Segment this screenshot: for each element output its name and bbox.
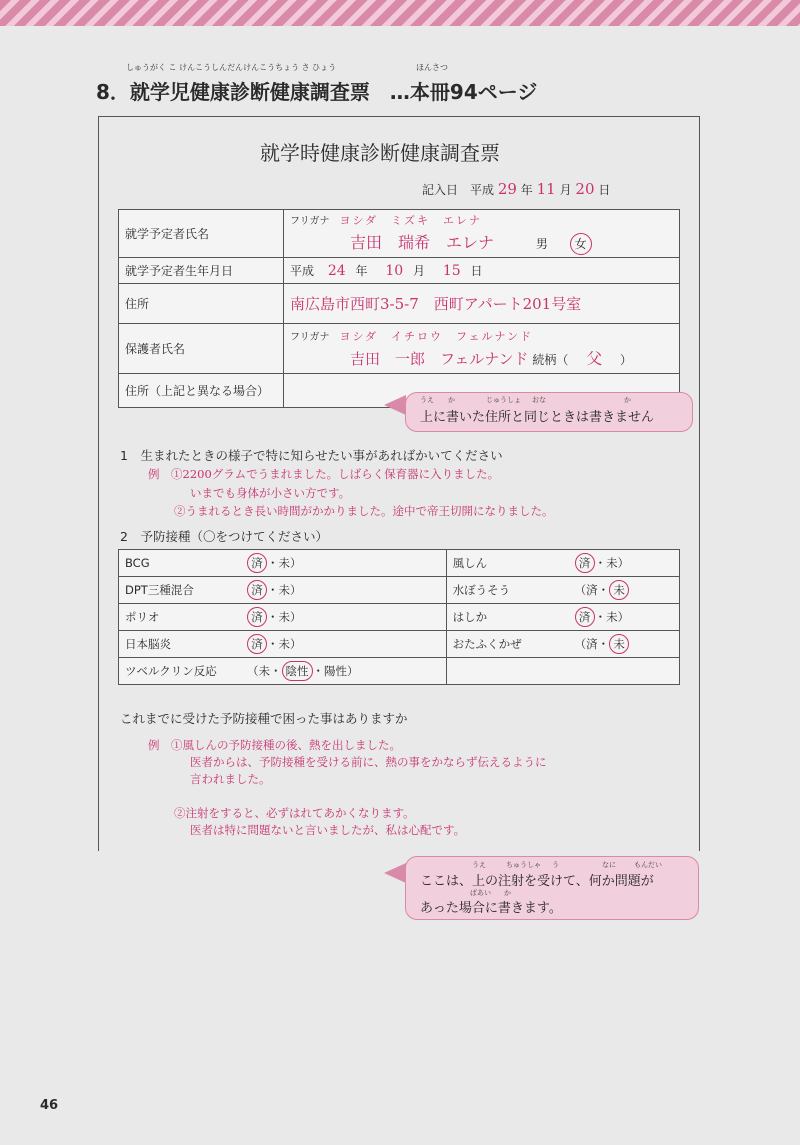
q3-example-3: 言われました。 xyxy=(190,772,271,786)
table-row xyxy=(119,577,680,604)
ruby-text: うえ xyxy=(472,861,486,869)
empty-cell xyxy=(446,658,679,685)
vaccine-name: おたふくかぜ xyxy=(446,631,569,658)
heading-text xyxy=(96,76,537,105)
q3-example-1: 例 ①風しんの予防接種の後、熱を出しました。 xyxy=(148,738,401,752)
relation-value: 父 xyxy=(586,349,603,368)
date-label: 記入日 xyxy=(422,183,459,197)
name-kana: ヨシダ ミズキ エレナ xyxy=(339,214,483,227)
furigana-label: フリガナ xyxy=(290,216,330,227)
table-row xyxy=(119,284,680,324)
sex-male: 男 xyxy=(535,237,548,251)
tb-negative-circled: 陰性 xyxy=(282,661,313,681)
ruby-text: うえ xyxy=(420,396,434,404)
name-cell xyxy=(284,210,680,258)
vaccine-name: はしか xyxy=(446,604,569,631)
address-label: 住所 xyxy=(119,284,284,324)
dob-era: 平成 xyxy=(290,264,315,278)
student-name: 吉田 瑞希 エレナ xyxy=(350,233,495,252)
heading-ruby: しゅうがく こ けんこうしんだんけんこうちょう さ ひょう xyxy=(126,63,337,72)
vaccine-name: 風しん xyxy=(446,550,569,577)
vaccine-status: （済・ 未 xyxy=(569,631,680,658)
ruby-text: か xyxy=(624,396,631,404)
tb-open: （未 xyxy=(247,664,270,678)
dot: ・ xyxy=(267,583,279,597)
sex-female-circled: 女 xyxy=(570,233,592,255)
not-option: 未 xyxy=(606,610,618,624)
not-option: 未 xyxy=(278,556,290,570)
not-circled: 未 xyxy=(609,580,629,600)
ruby-text: う xyxy=(552,861,559,869)
furigana-label-2: フリガナ xyxy=(290,332,330,343)
not-option: 未 xyxy=(606,556,618,570)
vaccine-status: 済 ・未） xyxy=(569,604,680,631)
vaccine-name: 水ぼうそう xyxy=(446,577,569,604)
relation-label: 続柄（ xyxy=(532,353,569,367)
dot: ・ xyxy=(267,610,279,624)
table-row xyxy=(119,658,680,685)
dot: ・ xyxy=(597,583,610,597)
section-heading xyxy=(96,62,716,110)
done-option: 済 xyxy=(586,637,598,651)
table-row xyxy=(119,258,680,284)
tb-name: ツベルクリン反応 xyxy=(119,658,242,685)
dob-month: 10 xyxy=(385,263,404,279)
done-circled: 済 xyxy=(247,634,267,654)
bubble-tail xyxy=(384,395,406,415)
table-row xyxy=(119,550,680,577)
name-label: 就学予定者氏名 xyxy=(119,210,284,258)
ruby-text: ちゅうしゃ xyxy=(506,861,541,869)
guardian-line xyxy=(290,346,673,369)
dob-label: 就学予定者生年月日 xyxy=(119,258,284,284)
note-bubble-same-address xyxy=(405,392,693,432)
tb-positive: 陽性） xyxy=(324,664,359,678)
date-era: 平成 xyxy=(470,183,495,197)
table-row xyxy=(119,324,680,374)
done-circled: 済 xyxy=(247,580,267,600)
table-row xyxy=(119,604,680,631)
dob-year: 24 xyxy=(327,263,346,279)
done-circled: 済 xyxy=(247,553,267,573)
ruby-text: もんだい xyxy=(634,861,662,869)
ruby-text: なに xyxy=(602,861,616,869)
dot: ・ xyxy=(594,556,607,570)
section-title: 就学児健康診断健康調査票 xyxy=(129,80,370,104)
ruby-text: ばあい xyxy=(470,889,491,897)
vaccine-name: ポリオ xyxy=(119,604,242,631)
section-page-ref: …本冊94ページ xyxy=(389,80,538,104)
q3-example-5: 医者は特に問題ないと言いましたが、私は心配です。 xyxy=(190,823,466,837)
form-title: 就学時健康診断健康調査票 xyxy=(260,141,500,165)
guardian-label: 保護者氏名 xyxy=(119,324,284,374)
guardian-furigana-line xyxy=(290,328,673,344)
vaccine-status: 済 ・未） xyxy=(241,604,446,631)
table-row xyxy=(119,210,680,258)
dob-year-unit: 年 xyxy=(355,264,368,278)
done-option: 済 xyxy=(586,583,598,597)
ruby-text: か xyxy=(504,889,511,897)
q3-example-4: ②注射をすると、必ずはれてあかくなります。 xyxy=(174,806,415,820)
q1-example-3: ②うまれるとき長い時間がかかりました。途中で帝王切開になりました。 xyxy=(174,504,554,518)
dot: ・ xyxy=(267,556,279,570)
address2-label: 住所（上記と異なる場合） xyxy=(119,374,284,408)
dob-day-unit: 日 xyxy=(470,264,483,278)
ruby-text: か xyxy=(448,396,455,404)
vaccine-name: BCG xyxy=(119,550,242,577)
bubble-tail xyxy=(384,863,406,883)
done-circled: 済 xyxy=(575,607,595,627)
name-line xyxy=(290,230,673,255)
date-year-unit: 年 xyxy=(520,183,533,197)
address-cell xyxy=(284,284,680,324)
date-month-unit: 月 xyxy=(559,183,572,197)
guardian-cell xyxy=(284,324,680,374)
question-1: 1 生まれたときの様子で特に知らせたい事があればかいてください xyxy=(120,448,503,463)
table-row xyxy=(119,631,680,658)
not-circled: 未 xyxy=(609,634,629,654)
q1-example-1: 例 ①2200グラムでうまれました。しばらく保育器に入りました。 xyxy=(148,467,500,481)
bubble1-text: 上に書いた住所と同じときは書きません xyxy=(420,410,655,425)
dob-day: 15 xyxy=(442,263,461,279)
guardian-name: 吉田 一郎 フェルナンド xyxy=(350,350,529,368)
section-number: 8． xyxy=(96,80,130,104)
name-furigana-line xyxy=(290,212,673,228)
tb-status xyxy=(241,658,446,685)
dot: ・ xyxy=(597,637,610,651)
done-circled: 済 xyxy=(247,607,267,627)
dot: ・ xyxy=(270,664,282,678)
not-option: 未 xyxy=(278,583,290,597)
dot: ・ xyxy=(312,664,324,678)
not-option: 未 xyxy=(278,610,290,624)
vaccine-status: （済・ 未 xyxy=(569,577,680,604)
relation-close: ） xyxy=(620,353,633,367)
note-bubble-problem xyxy=(405,856,699,920)
page-number: 46 xyxy=(40,1098,59,1113)
guardian-kana: ヨシダ イチロウ フェルナンド xyxy=(339,330,533,343)
date-year: 29 xyxy=(497,180,517,198)
ruby-text: おな xyxy=(532,396,546,404)
not-option: 未 xyxy=(278,637,290,651)
ref-ruby: ほんさつ xyxy=(416,63,448,72)
dot: ・ xyxy=(267,637,279,651)
question-2: 2 予防接種（〇をつけてください） xyxy=(120,529,328,544)
q1-example-2: いまでも身体が小さい方です。 xyxy=(190,486,351,500)
bubble2-line2: あった場合に書きます。 xyxy=(420,901,562,916)
address-value: 南広島市西町3-5-7 西町アパート201号室 xyxy=(290,295,582,313)
vaccine-status: 済 ・未） xyxy=(241,577,446,604)
date-month: 11 xyxy=(536,180,556,198)
date-day-unit: 日 xyxy=(598,183,611,197)
vaccine-name: 日本脳炎 xyxy=(119,631,242,658)
entry-date xyxy=(422,180,610,198)
dob-month-unit: 月 xyxy=(413,264,426,278)
vaccine-name: DPT三種混合 xyxy=(119,577,242,604)
vaccine-status: 済 ・未） xyxy=(241,550,446,577)
vaccine-status: 済 ・未） xyxy=(569,550,680,577)
ruby-text: じゅうしょ xyxy=(486,396,521,404)
dob-cell xyxy=(284,258,680,284)
bubble2-line1: ここは、上の注射を受けて、何か問題が xyxy=(420,874,654,889)
vaccine-status: 済 ・未） xyxy=(241,631,446,658)
question-3: これまでに受けた予防接種で困った事はありますか xyxy=(120,711,408,726)
dot: ・ xyxy=(594,610,607,624)
date-day: 20 xyxy=(575,180,595,198)
done-circled: 済 xyxy=(575,553,595,573)
q3-example-2: 医者からは、予防接種を受ける前に、熱の事をかならず伝えるように xyxy=(190,755,547,769)
decorative-top-stripe xyxy=(0,0,800,26)
vaccination-table xyxy=(118,549,680,685)
info-table xyxy=(118,209,680,408)
